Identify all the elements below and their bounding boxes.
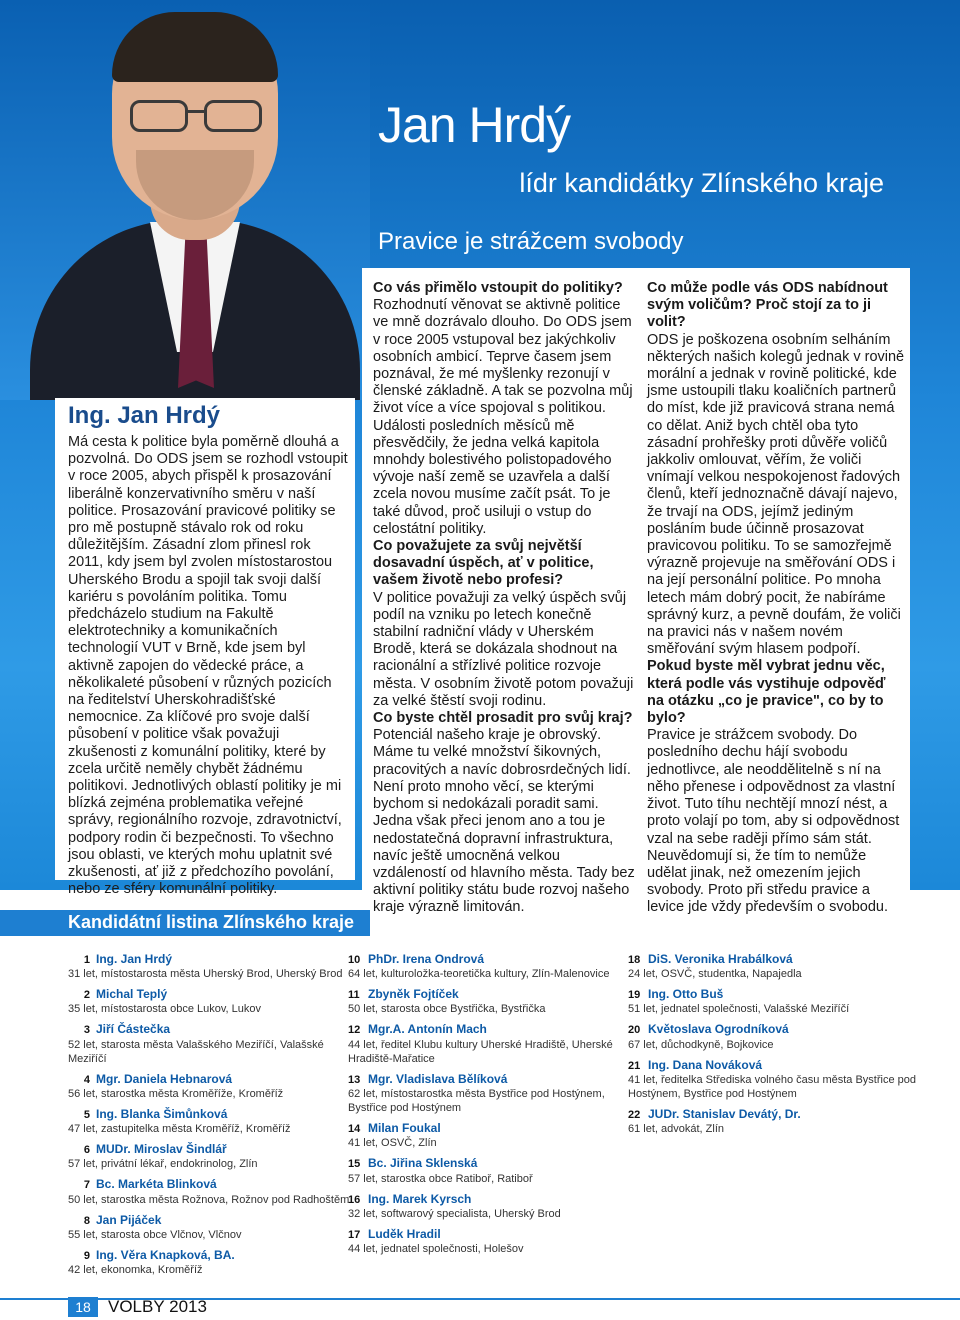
candidate-description: 31 let, místostarosta města Uherský Brod, Uherský Brod: [68, 968, 343, 981]
candidate-number: 11: [348, 989, 360, 1002]
candidate-name: PhDr. Irena Ondrová: [368, 952, 485, 966]
list-title: Kandidátní listina Zlínského kraje: [68, 912, 355, 932]
candidate-description: 44 let, ředitel Klubu kultury Uherské Hradiště, Uherské Hradiště-Mařatice: [348, 1038, 613, 1065]
candidate-item: [348, 952, 618, 981]
candidate-item: [348, 1227, 618, 1256]
answer: Pravice je strážcem svobody. Do posledního dechu hájí svobodu jednotlivce, ale neoddělitelně s ní na něho přenese i odpovědnost za vlastní život. Tuto tíhu nechtějí mnozí nést, a proto volají po tom, aby si odpovědnost vzal na sebe raději přímo sám stát. Neuvědomují si, že tím to nemůže udělat jinak, než omezením jejich svobody. Proto při středu pravice a levice jde vždy především o svobodu.: [647, 727, 900, 916]
candidate-item: [68, 1142, 358, 1171]
candidate-number: 9: [83, 1249, 90, 1262]
candidate-name: MUDr. Miroslav Šindlář: [96, 1142, 227, 1157]
candidate-number: 1: [83, 954, 90, 966]
answer: ODS je poškozena osobním selháním některých našich kolegů jednak v rovině morální a jednak v rovině politické, kde jsme ustoupili tlaku koaličních partnerů do míst, kde již pravicová strana nemá co dělat. Aniž bych chtěl oba tyto zásadní prohřešky proti důvěře voličů jakkoliv omlouvat, věřím, že voliči vnímají velkou nespokojenost řadových členů, kteří jednoznačně dávají najevo, že trvají na ODS, jejímž jediným posláním bude účinně prosazovat pravicovou politiku. To se samozřejmě výrazně projevuje na směřování ODS i na její personální politice. Po mnoha letech mám dobrý pocit, že nabíráme správný kurz, a pevně doufám, že voliči na pravici nás v našem novém směřování svým hlasem podpoří.: [647, 331, 905, 658]
candidate-name: Jiří Částečka: [96, 1022, 171, 1037]
candidate-description: 41 let, OSVČ, Zlín: [348, 1137, 437, 1150]
candidate-item: [348, 1192, 618, 1221]
candidate-list-column-1: [68, 952, 358, 1283]
candidate-description: 52 let, starosta města Valašského Meziříčí, Valašské Meziříčí: [68, 1038, 324, 1065]
candidate-number: 14: [348, 1123, 361, 1136]
candidate-description: 35 let, místostarosta obce Lukov, Lukov: [68, 1003, 262, 1016]
candidate-bio: Má cesta k politice byla poměrně dlouhá a pozvolná. Do ODS jsem se rozhodl vstoupit v roce 2005, abych přispěl k prosazování liberálně konzervativního směru v naší politice. Prosazování pravicové politiky se pro mě postupně stávalo rok od roku důležitějším. Zásadní zlom přinesl rok 2011, kdy jsem byl zvolen místostarostou Uherského Brodu a spojil tak svoji další kariéru s povoláním politika. Tomu předcházelo studium na Fakultě elektrotechniky a komunikačních technologií VUT v Brně, kde jsem byl aktivně zapojen do vědecké práce, a několikaleté působení v různých pozicích na ředitelství Uherskohradišťské nemocnice. Za klíčové pro svoje další působení v politice však považuji zkušenosti z komunální politiky, které by zcela určitě neměly chybět žádnému politikovi. Jednotlivých oblastí politiky je mi blízká zejména problematika veřejné správy, regionálního rozvoje, zdravotnictví, podpory rodin či bezpečnosti. To všechno jsou oblasti, ve kterých mohu uplatnit své zkušenosti, ať již z předchozího povolání, nebo ze sféry komunální politiky.: [68, 434, 348, 898]
candidate-name: DiS. Veronika Hrabálková: [648, 952, 793, 966]
candidate-item: [348, 987, 618, 1016]
candidate-item: [68, 952, 358, 981]
candidate-name: Ing. Dana Nováková: [648, 1057, 763, 1072]
question: Co považujete za svůj největší dosavadní úspěch, ať v politice, vašem životě nebo profesi?: [373, 538, 594, 589]
candidate-number: 18: [628, 954, 641, 966]
candidate-number: 12: [348, 1024, 361, 1037]
question: Co může podle vás ODS nabídnout svým voličům? Proč stojí za to ji volit?: [647, 280, 888, 331]
candidate-number: 17: [348, 1228, 361, 1241]
candidate-number: 3: [83, 1024, 90, 1037]
candidate-number: 8: [83, 1214, 90, 1227]
candidate-name: Ing. Marek Kyrsch: [368, 1191, 472, 1206]
candidate-list-column-2: [348, 952, 618, 1262]
candidate-name: Milan Foukal: [368, 1121, 441, 1136]
candidate-item: [68, 1107, 358, 1136]
candidate-item: [68, 1177, 358, 1206]
interview-column-2: [647, 280, 905, 917]
candidate-number: 5: [83, 1109, 90, 1122]
candidate-name: Luděk Hradil: [368, 1226, 441, 1241]
candidate-description: 62 let, místostarostka města Bystřice pod Hostýnem, Bystřice pod Hostýnem: [348, 1088, 605, 1115]
candidate-name: Mgr. Daniela Hebnarová: [96, 1071, 233, 1086]
candidate-number: 6: [83, 1144, 90, 1157]
candidate-item: [348, 1121, 618, 1150]
portrait-glasses-bridge: [186, 110, 204, 113]
page-subtitle: lídr kandidátky Zlínského kraje: [519, 168, 884, 198]
slogan: Pravice je strážcem svobody: [378, 228, 684, 255]
candidate-name: Bc. Jiřina Sklenská: [368, 1156, 478, 1171]
candidate-item: [628, 1107, 918, 1136]
candidate-description: 44 let, jednatel společnosti, Holešov: [348, 1243, 524, 1256]
candidate-item: [68, 1022, 358, 1066]
candidate-number: 22: [628, 1109, 641, 1122]
candidate-name: Mgr. Vladislava Bělíková: [368, 1071, 508, 1086]
portrait-hair: [112, 12, 278, 82]
candidate-number: 16: [348, 1193, 361, 1206]
candidate-description: 24 let, OSVČ, studentka, Napajedla: [628, 968, 802, 981]
candidate-name: JUDr. Stanislav Devátý, Dr.: [648, 1107, 801, 1122]
candidate-name: Zbyněk Fojtíček: [368, 987, 459, 1002]
answer: Rozhodnutí věnovat se aktivně politice ve mně dozrávalo dlouho. Do ODS jsem v roce 2005 vstupoval bez jakýchkoliv osobních ambicí. Teprve časem jsem poznával, že mé myšlenky rezonují v členské základně. A tak se pozvolna můj život více a více spojoval s politikou. Události posledních měsíců mě přesvědčily, že jedna velká kapitola mnohdy bolestivého polistopadového vývoje naší země se uzavřela a další zcela novou musíme začít psát. To je také důvod, proč usiluji o vstup do celostátní politiky.: [373, 297, 633, 537]
candidate-number: 7: [83, 1179, 90, 1192]
candidate-item: [348, 1022, 618, 1066]
candidate-number: 4: [83, 1073, 90, 1086]
footer-label: VOLBY 2013: [108, 1297, 207, 1316]
candidate-description: 47 let, zastupitelka města Kroměříž, Kroměříž: [68, 1123, 291, 1136]
portrait-glasses-left: [130, 100, 188, 132]
candidate-list-column-3: [628, 952, 918, 1142]
candidate-item: [68, 1213, 358, 1242]
candidate-description: 64 let, kulturoložka-teoretička kultury, Zlín-Malenovice: [348, 968, 610, 981]
candidate-item: [628, 952, 918, 981]
candidate-description: 56 let, starostka města Kroměříže, Kroměříž: [68, 1088, 284, 1101]
candidate-description: 32 let, softwarový specialista, Uherský Brod: [348, 1207, 561, 1220]
candidate-description: 67 let, důchodkyně, Bojkovice: [628, 1038, 774, 1051]
page-title: Jan Hrdý: [378, 97, 571, 153]
answer: Potenciál našeho kraje je obrovský. Máme tu velké množství šikovných, pracovitých a navíc dobrosrdečných lidí. Není proto mnoho věcí, se kterými bychom si nedokázali poradit sami. Jedna však přeci jenom ano a tou je nedostatečná dopravní infrastruktura, navíc ještě umocněná velkou vzdáleností od hlavního města. Tady bez aktivní politiky státu bude rozvoj našeho kraje výrazně limitován.: [373, 727, 635, 916]
candidate-item: [348, 1156, 618, 1185]
interview-column-1: [373, 280, 635, 917]
candidate-name: Ing. Otto Buš: [648, 987, 724, 1002]
candidate-number: 20: [628, 1024, 641, 1037]
candidate-name: Bc. Markéta Blinková: [96, 1177, 217, 1192]
candidate-description: 50 let, starostka města Rožnova, Rožnov pod Radhoštěm: [68, 1193, 350, 1206]
candidate-description: 50 let, starosta obce Bystřička, Bystřička: [348, 1003, 546, 1016]
candidate-name: Ing. Blanka Šimůnková: [96, 1107, 228, 1122]
candidate-number: 19: [628, 989, 641, 1002]
portrait-glasses-right: [204, 100, 262, 132]
candidate-number: 10: [348, 954, 361, 966]
candidate-description: 55 let, starosta obce Vlčnov, Vlčnov: [68, 1228, 242, 1241]
candidate-item: [68, 1072, 358, 1101]
candidate-item: [628, 1022, 918, 1051]
candidate-name: Ing. Věra Knapková, BA.: [96, 1247, 235, 1262]
candidate-name: Mgr.A. Antonín Mach: [368, 1022, 487, 1037]
candidate-item: [68, 987, 358, 1016]
candidate-description: 61 let, advokát, Zlín: [628, 1123, 724, 1136]
candidate-number: 13: [348, 1073, 361, 1086]
candidate-number: 21: [628, 1059, 641, 1072]
answer: V politice považuji za velký úspěch svůj podíl na vzniku po letech konečně stabilní radniční vlády v Uherském Brodě, která se dokázala shodnout na racionální a střízlivé politice rozvoje města. V osobním životě potom považuji za velké štěstí svoji rodinu.: [373, 589, 634, 709]
candidate-portrait: [0, 0, 370, 400]
question: Co vás přimělo vstoupit do politiky?: [373, 280, 623, 296]
question: Pokud byste měl vybrat jednu věc, která podle vás vystihuje odpověď na otázku „co je pravice", co by to bylo?: [647, 658, 886, 727]
candidate-item: [348, 1072, 618, 1116]
page-number: 18: [68, 1297, 98, 1317]
candidate-description: 57 let, privátní lékař, endokrinolog, Zlín: [68, 1158, 258, 1171]
candidate-name: Jan Pijáček: [96, 1212, 162, 1227]
candidate-name: Ing. Jan Hrdý: [96, 952, 173, 966]
candidate-name: Ing. Jan Hrdý: [68, 402, 221, 429]
candidate-description: 41 let, ředitelka Střediska volného času města Bystřice pod Hostýnem, Bystřice pod Hostýnem: [628, 1073, 916, 1101]
candidate-item: [628, 987, 918, 1016]
candidate-number: 2: [83, 989, 90, 1002]
candidate-name: Michal Teplý: [96, 987, 168, 1002]
candidate-number: 15: [348, 1158, 361, 1171]
candidate-name: Květoslava Ogrodníková: [648, 1022, 789, 1037]
question: Co byste chtěl prosadit pro svůj kraj?: [373, 710, 633, 727]
candidate-item: [68, 1248, 358, 1277]
candidate-description: 51 let, jednatel společnosti, Valašské Meziříčí: [628, 1003, 850, 1016]
candidate-description: 57 let, starostka obce Ratiboř, Ratiboř: [348, 1172, 533, 1185]
candidate-description: 42 let, ekonomka, Kroměříž: [68, 1264, 203, 1277]
candidate-item: [628, 1058, 918, 1102]
